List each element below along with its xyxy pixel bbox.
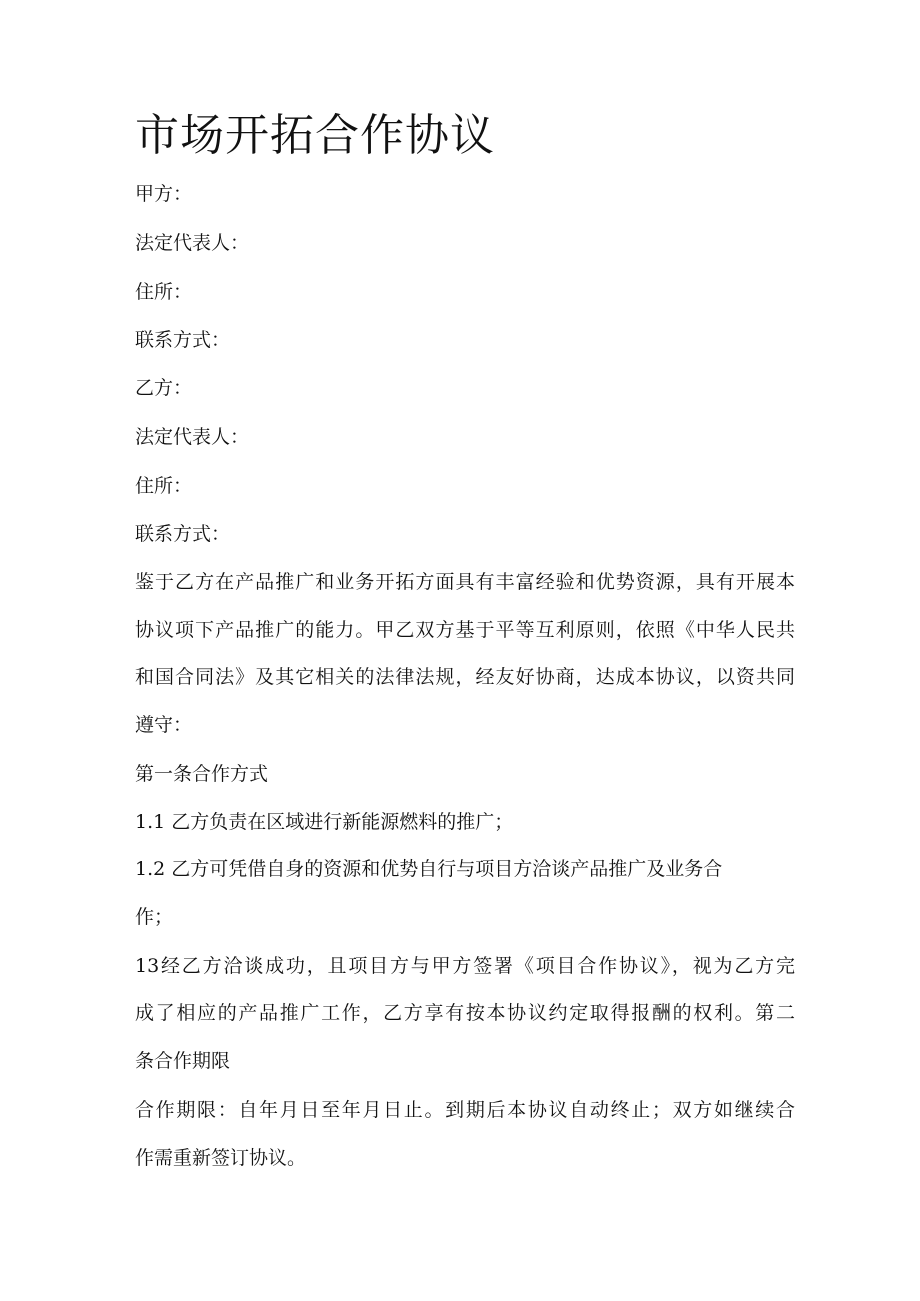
preamble-line: 遵守： (135, 714, 193, 736)
document-title: 市场开拓合作协议 (135, 110, 495, 161)
party-b-contact-label: 联系方式： (135, 523, 231, 545)
term-line: 合作期限：自年月日至年月日止。到期后本协议自动终止；双方如继续合 (135, 1099, 795, 1121)
clause-1-3-line: 成了相应的产品推广工作，乙方享有按本协议约定取得报酬的权利。第二 (135, 1002, 795, 1024)
clause-1-3-line: 13经乙方洽谈成功，且项目方与甲方签署《项目合作协议》，视为乙方完 (135, 955, 795, 977)
party-b-label: 乙方： (135, 377, 193, 399)
clause-1-1: 1.1 乙方负责在区域进行新能源燃料的推广； (135, 811, 514, 833)
party-a-rep-label: 法定代表人： (135, 232, 250, 254)
preamble-line: 协议项下产品推广的能力。甲乙双方基于平等互利原则，依照《中华人民共 (135, 619, 795, 641)
article-1-heading: 第一条合作方式 (135, 763, 269, 785)
clause-1-2-line: 1.2 乙方可凭借自身的资源和优势自行与项目方洽谈产品推广及业务合 (135, 858, 723, 880)
preamble-line: 鉴于乙方在产品推广和业务开拓方面具有丰富经验和优势资源，具有开展本 (135, 571, 795, 593)
clause-1-2-line: 作； (135, 906, 174, 928)
party-a-label: 甲方： (135, 183, 193, 205)
party-b-address-label: 住所： (135, 475, 193, 497)
preamble-line: 和国合同法》及其它相关的法律法规，经友好协商，达成本协议，以资共同 (135, 666, 795, 688)
party-a-contact-label: 联系方式： (135, 329, 231, 351)
party-b-rep-label: 法定代表人： (135, 426, 250, 448)
term-line: 作需重新签订协议。 (135, 1147, 307, 1169)
clause-1-3-line: 条合作期限 (135, 1050, 231, 1072)
party-a-address-label: 住所： (135, 281, 193, 303)
